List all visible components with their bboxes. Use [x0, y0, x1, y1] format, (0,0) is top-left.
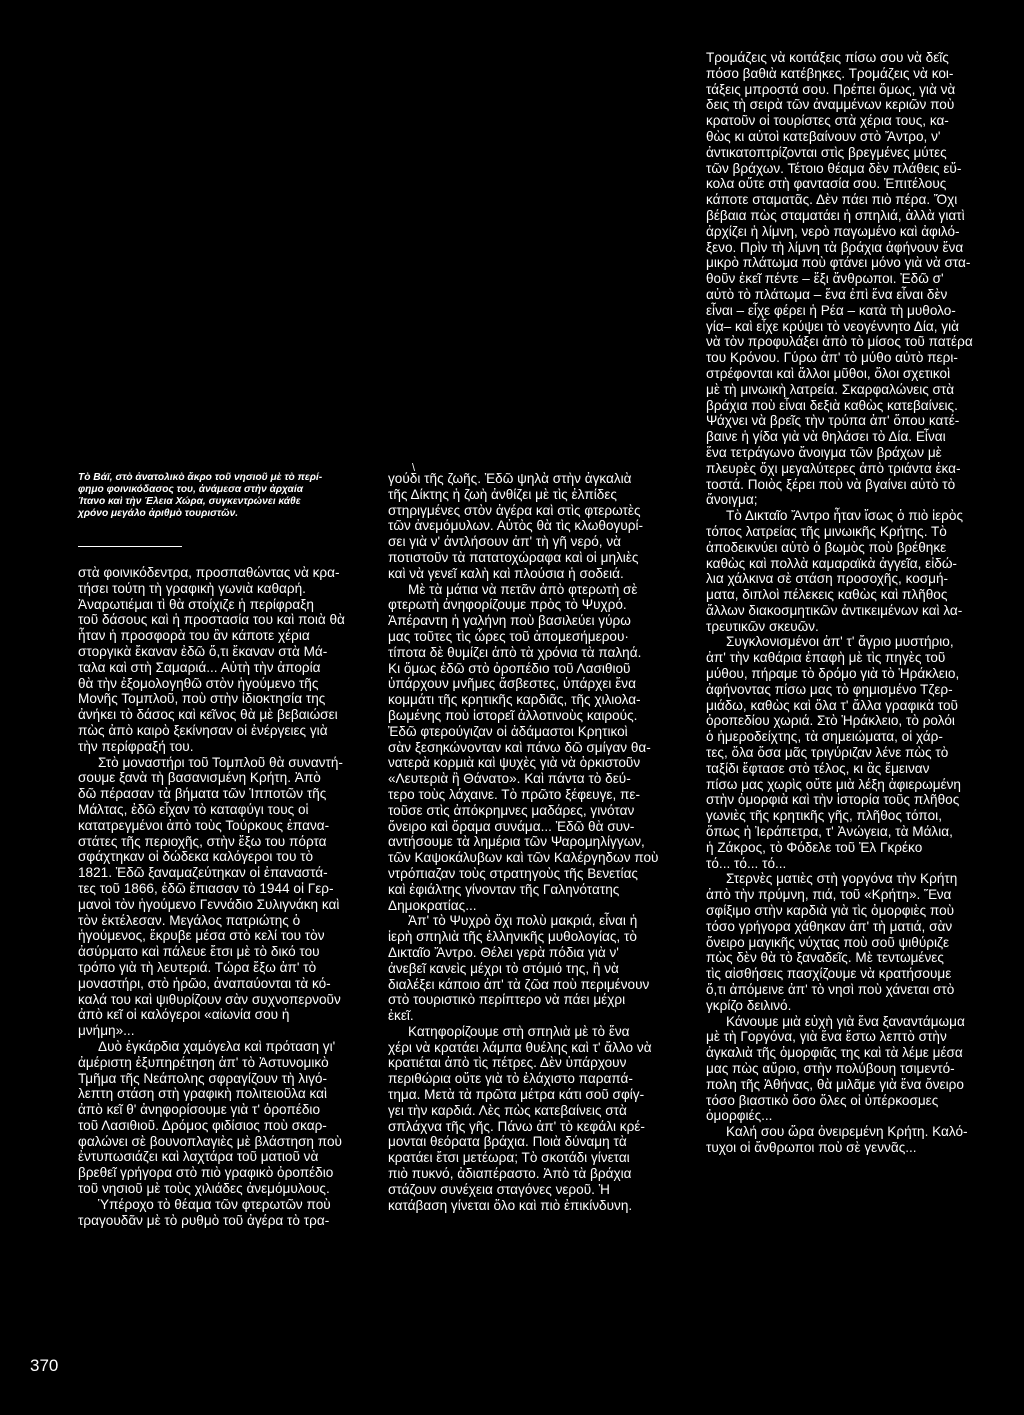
text-column-middle: [388, 471, 665, 1213]
paragraph: στὰ φοινικόδεντρα, προσπαθώντας νὰ κρα- τήσει τούτη τὴ γραφικὴ γωνιὰ καθαρή. Ἀναρωτιέμαι τὶ θὰ στοίχιζε ἡ περίφραξη τοῦ δάσους καὶ ἡ προστασία του καὶ ποιὰ θὰ ἦταν ἡ προσφορὰ του ἂν κάποτε χέρια στοργικὰ ἔκαναν ἐδῶ ὅ,τι ἔκαναν στὰ Μά- ταλα καὶ στὴ Σαμαριά... Αὐτὴ τὴν ἀπορία θὰ τὴν ἐξομολογηθῶ στὸν ἡγούμενο τῆς Μονῆς Τομπλοῦ, ποὺ στὴν ἰδιοκτησία της ἀνήκει τὸ δάσος καὶ κεῖνος θὰ μὲ βεβαιώσει πὼς ἀπὸ καιρὸ ξεκίνησαν οἱ ἐνέργειες γιὰ τὴν περίφραξή του.: [78, 565, 345, 754]
paragraph: Στερνὲς ματιὲς στὴ γοργόνα τὴν Κρήτη ἀπὸ τὴν πρύμνη, πιά, τοῦ «Κρήτη». Ἕνα σφίξιμο στὴν καρδιὰ γιὰ τὶς ὀμορφιὲς ποὺ τόσο γρήγορα χάθηκαν ἀπ' τὴ ματιά, σὰν ὄνειρο μαγικῆς νύχτας ποὺ σοῦ ψιθύριζε πὼς δὲν θὰ τὸ ξαναδεῖς. Μὲ τεντωμένες τὶς αἰσθήσεις πασχίζουμε νὰ κρατήσουμε ὅ,τι ἀπόμεινε ἀπ' τὸ νησὶ ποὺ χάνεται στὸ γκρίζο δειλινό.: [706, 871, 958, 1013]
paragraph: Μὲ τὰ μάτια νὰ πετᾶν ἀπὸ φτερωτὴ σὲ φτερωτὴ ἀνηφορίζουμε πρὸς τὸ Ψυχρό. Ἀπέραντη ἡ γαλήνη ποὺ βασιλεύει γύρω μας τοῦτες τὶς ὧρες τοῦ ἀπομεσήμερου· τίποτα δὲ θυμίζει ἀπὸ τὰ χρόνια τὰ παληά. Κι ὅμως ἐδῶ στὸ ὀροπέδιο τοῦ Λασιθιοῦ ὑπάρχουν μνῆμες ἄσβεστες, ὑπάρχει ἕνα κομμάτι τῆς κρητικῆς καρδιᾶς, τῆς χιλιολα- βωμένης ποὺ ἱστορεῖ ἀλλοτινοὺς καιρούς. Ἐδῶ φτερούγιζαν οἱ ἀδάμαστοι Κρητικοὶ σὰν ξεσηκώνονταν καὶ πάνω δῶ σμίγαν θα- νατερὰ κορμιὰ καὶ ψυχὲς γιὰ νὰ ὁρκιστοῦν «Λευτεριὰ ἢ Θάνατο». Καὶ πάντα τὸ δεύ- τερο τοὺς λάχαινε. Τὸ πρῶτο ξέφευγε, πε- τοῦσε στὶς ἀπόκρημνες μαδάρες, γινόταν ὄνειρο καὶ ὅραμα συνάμα... Ἐδῶ θὰ συν- αντήσουμε τὰ λημέρια τῶν Ψαρομηλίγγων, τῶν Καψοκάλυβων καὶ τῶν Καλέργηδων ποὺ ντρόπιαζαν τοὺς στρατηγοὺς τῆς Βενετίας καὶ ἐφιάλτης γίνονταν τῆς Γαληνότατης Δημοκρατίας...: [388, 581, 659, 913]
paragraph: Καλή σου ὥρα ὀνειρεμένη Κρήτη. Καλό- τυχοι οἱ ἄνθρωποι ποὺ σὲ γεννᾶς...: [706, 1124, 968, 1155]
text-column-left: [78, 565, 346, 1228]
paragraph: Στὸ μοναστήρι τοῦ Τομπλοῦ θὰ συναντή- σουμε ξανὰ τὴ βασανισμένη Κρήτη. Ἀπὸ δῶ πέρασαν τὰ βήματα τῶν Ἱπποτῶν τῆς Μάλτας, ἐδῶ εἶχαν τὸ καταφύγι τους οἱ κατατρεγμένοι ἀπὸ τοὺς Τούρκους ἐπανα- στάτες τῆς περιοχῆς, στὴν ἔξω του πόρτα σφάχτηκαν οἱ δώδεκα καλόγεροι του τὸ 1821. Ἐδῶ ξαναμαζεύτηκαν οἱ ἐπαναστά- τες τοῦ 1866, ἐδῶ ἔπιασαν τὸ 1944 οἱ Γερ- μανοὶ τὸν ἡγούμενο Γεννάδιο Συλιγνάκη καὶ τὸν ἐκτέλεσαν. Μεγάλος πατριώτης ὁ ἡγούμενος, ἔκρυβε μέσα στὸ κελί του τὸν ἀσύρματο καὶ πάλευε ἔτσι μὲ τὸ δικό του τρόπο γιὰ τὴ λευτεριά. Τώρα ἔξω ἀπ' τὸ μοναστήρι, στὸ ἡρῶο, ἀναπαύονται τὰ κό- καλά του καὶ ψιθυρίζουν σὰν συχνοπερνοῦν ἀπὸ κεῖ οἱ καλόγεροι «αἰωνία σου ἡ μνήμη»...: [78, 754, 343, 1039]
paragraph: Κάνουμε μιὰ εὐχὴ γιὰ ἕνα ξαναντάμωμα μὲ τὴ Γοργόνα, γιὰ ἕνα ἔστω λεπτὸ στὴν ἀγκαλιὰ τῆς ὀμορφιᾶς της καὶ τὰ λέμε μέσα μας πὼς αὔριο, στὴν πολύβουη τσιμεντό- πολη τῆς Ἀθήνας, θὰ μιλᾶμε γιὰ ἕνα ὄνειρο τόσο βιαστικὸ ὅσο ὅλες οἱ ὑπέρκοσμες ὀμορφιές...: [706, 1013, 965, 1124]
paragraph: Τὸ Δικταῖο Ἄντρο ἦταν ἴσως ὁ πιὸ ἱερὸς τόπος λατρείας τῆς μινωικῆς Κρήτης. Τὸ ἀποδεικνύει αὐτὸ ὁ βωμὸς ποὺ βρέθηκε καθὼς καὶ πολλὰ καμαραϊκὰ ἀγγεῖα, εἰδώ- λια χάλκινα σὲ στάση προσοχῆς, κοσμή- ματα, διπλοὶ πέλεκεις καθὼς καὶ πλῆθος ἄλλων διακοσμητικῶν ἀντικειμένων καὶ λα- τρευτικῶν σκευῶν.: [706, 508, 963, 634]
paragraph: Τρομάζεις νὰ κοιτάξεις πίσω σου νὰ δεῖς πόσο βαθιὰ κατέβηκες. Τρομάζεις νὰ κοι- τάξεις μπροστά σου. Πρέπει ὅμως, γιὰ νὰ δεις τὴ σειρὰ τῶν ἀναμμένων κεριῶν ποὺ κρατοῦν οἱ τουρίστες στὰ χέρια τους, κα- θὼς κι αὐτοὶ κατεβαίνουν στὸ Ἄντρο, ν' ἀντικατοπτρίζονται στὶς βρεγμένες μύτες τῶν βράχων. Τέτοιο θέαμα δὲν πλάθεις εὔ- κολα οὔτε στὴ φαντασία σου. Ἐπιτέλους κάποτε σταματᾶς. Δὲν πάει πιὸ πέρα. Ὄχι βέβαια πὼς σταματάει ἡ σπηλιά, ἀλλὰ γιατὶ ἀρχίζει ἡ λίμνη, νερὸ παγωμένο καὶ ἀφιλό- ξενο. Πρὶν τὴ λίμνη τὰ βράχια ἀφήνουν ἕνα μικρὸ πλάτωμα ποὺ φτάνει μόνο γιὰ νὰ στα- θοῦν ἐκεῖ πέντε – ἕξι ἄνθρωποι. Ἐδῶ σ' αὐτὸ τὸ πλάτωμα – ἕνα ἐπὶ ἕνα εἶναι δὲν εἶναι – εἶχε φέρει ἡ Ρέα – κατὰ τὴ μυθολο- γία– καὶ εἶχε κρύψει τὸ νεογέννητο Δία, γιὰ νὰ τὸν προφυλάξει ἀπὸ τὸ μίσος τοῦ πατέρα του Κρόνου. Γύρω ἀπ' τὸ μύθο αὐτὸ περι- στρέφονται καὶ ἄλλοι μῦθοι, ὅλοι σχετικοὶ μὲ τὴ μινωικὴ λατρεία. Σκαρφαλώνεις στὰ βράχια ποὺ εἶναι δεξιὰ καθὼς κατεβαίνεις. Ψάχνει νὰ βρεῖς τὴν τρύπα ἀπ' ὅπου κατέ- βαινε ἡ γίδα γιὰ νὰ θηλάσει τὸ Δία. Εἶναι ἕνα τετράγωνο ἄνοιγμα τῶν βράχων μὲ πλευρὲς ὄχι μεγαλύτερες ἀπὸ τριάντα ἑκα- τοστά. Ποιὸς ξέρει ποὺ νὰ βγαίνει αὐτὸ τὸ ἄνοιγμα;: [706, 50, 973, 508]
text-column-right: [706, 50, 992, 1156]
column-mark: \: [412, 462, 416, 474]
photo-caption: Τὸ Βάϊ, στὸ ἀνατολικὸ ἄκρο τοῦ νησιοῦ μὲ τὸ περί- φημο φοινικόδασος του, ἀνάμεσα στὴν ἀρχαία Ίτανο καὶ τὴν Έλεια Χώρα, συγκεντρώνει κάθε χρόνο μεγάλο ἀριθμὸ τουριστῶν.: [78, 472, 323, 519]
paragraph: Ἀπ' τὸ Ψυχρὸ ὄχι πολὺ μακριά, εἶναι ἡ ἱερὴ σπηλιὰ τῆς ἑλληνικῆς μυθολογίας, τὸ Δικταῖο Ἄντρο. Θέλει γερὰ πόδια γιὰ ν' ἀνεβεῖ κανεὶς μέχρι τὸ στόμιό της, ἢ νὰ διαλέξει κάποιο ἀπ' τὰ ζῶα ποὺ περιμένουν στὸ τουριστικὸ περίπτερο νὰ πάει μέχρι ἐκεῖ.: [388, 913, 650, 1024]
paragraph: Συγκλονισμένοι ἀπ' τ' ἄγριο μυστήριο, ἀπ' τὴν καθάρια ἐπαφὴ μὲ τὶς πηγὲς τοῦ μύθου, πήραμε τὸ δρόμο γιὰ τὸ Ἡράκλειο, ἀφήνοντας πίσω μας τὸ φημισμένο Τζερ- μιάδω, καθὼς καὶ ὅλα τ' ἄλλα γραφικὰ τοῦ ὀροπεδίου χωριά. Στὸ Ἡράκλειο, τὸ ρολόι ὁ ἡμεροδείχτης, τὰ σημειώματα, οἱ χάρ- τες, ὅλα ὅσα μᾶς τριγύριζαν λένε πὼς τὸ ταξίδι ἔφτασε στὸ τέλος, κι ἂς ἔμειναν πίσω μας χωρὶς οὔτε μιὰ λέξη ἀφιερωμένη στὴν ὀμορφιὰ καὶ τὴν ἱστορία τοῦς πλῆθος γωνιὲς τῆς κρητικῆς γῆς, πλῆθος τόποι, ὅπως ἡ Ἰεράπετρα, τ' Ἀνώγεια, τὰ Μάλια, ἡ Ζάκρος, τὸ Φόδελε τοῦ Ἐλ Γκρέκο τό... τό... τό...: [706, 634, 961, 871]
page-number: 370: [30, 1356, 59, 1375]
paragraph: Δυὸ ἐγκάρδια χαμόγελα καὶ πρόταση γι' ἀμέριστη ἐξυπηρέτηση ἀπ' τὸ Ἀστυνομικὸ Τμῆμα τῆς Νεάπολης σφραγίζουν τὴ λιγό- λεπτη στάση στὴ γραφικὴ πολιτειοῦλα καὶ ἀπὸ κεῖ θ' ἀνηφορίσουμε γιὰ τ' ὀροπέδιο τοῦ Λασιθιοῦ. Δρόμος φιδίσιος ποὺ σκαρ- φαλώνει σὲ βουνοπλαγιὲς μὲ βλάστηση ποὺ ἐντυπωσιάζει καὶ λαχτάρα τοῦ ματιοῦ νὰ βρεθεῖ γρήγορα στὸ πιὸ γραφικὸ ὀροπέδιο τοῦ νησιοῦ μὲ τοὺς χιλιάδες ἀνεμόμυλους.: [78, 1038, 342, 1197]
paragraph: Ὑπέροχο τὸ θέαμα τῶν φτερωτῶν ποὺ τραγουδᾶν μὲ τὸ ρυθμὸ τοῦ ἀγέρα τὸ τρα-: [78, 1196, 331, 1228]
paragraph: γούδι τῆς ζωῆς. Ἐδῶ ψηλὰ στὴν ἀγκαλιὰ τῆς Δίκτης ἡ ζωὴ ἀνθίζει μὲ τὶς ἐλπίδες στηριγμένες στὸν ἀγέρα καὶ στὶς φτερωτὲς τῶν ἀνεμόμυλων. Αὐτὸς θὰ τὶς κλωθογυρί- σει γιὰ ν' ἀντλήσουν ἀπ' τὴ γῆ νερό, νὰ ποτιστοῦν τὰ πατατοχώραφα καὶ οἱ μηλιὲς καὶ νὰ γενεῖ καλὴ καὶ πλούσια ἡ σοδειά.: [388, 471, 644, 581]
caption-divider: [78, 546, 182, 547]
paragraph: Κατηφορίζουμε στὴ σπηλιὰ μὲ τὸ ἕνα χέρι νὰ κρατάει λάμπα θυέλης καὶ τ' ἄλλο νὰ κρατιέται ἀπὸ τὶς πέτρες. Δὲν ὑπάρχουν περιθώρια οὔτε γιὰ τὸ ἐλάχιστο παραπά- τημα. Μετὰ τὰ πρῶτα μέτρα κάτι σοῦ σφίγ- γει τὴν καρδιά. Λὲς πὼς κατεβαίνεις στὰ σπλάχνα τῆς γῆς. Πάνω ἀπ' τὸ κεφάλι κρέ- μονται θεόρατα βράχια. Ποιὰ δύναμη τὰ κρατάει ἔτσι μετέωρα; Τὸ σκοτάδι γίνεται πιὸ πυκνό, ἀδιαπέραστο. Ἀπὸ τὰ βράχια στάζουν συνέχεια σταγόνες νεροῦ. Ἡ κατάβαση γίνεται ὅλο καὶ πιὸ ἐπικίνδυνη.: [388, 1023, 652, 1213]
